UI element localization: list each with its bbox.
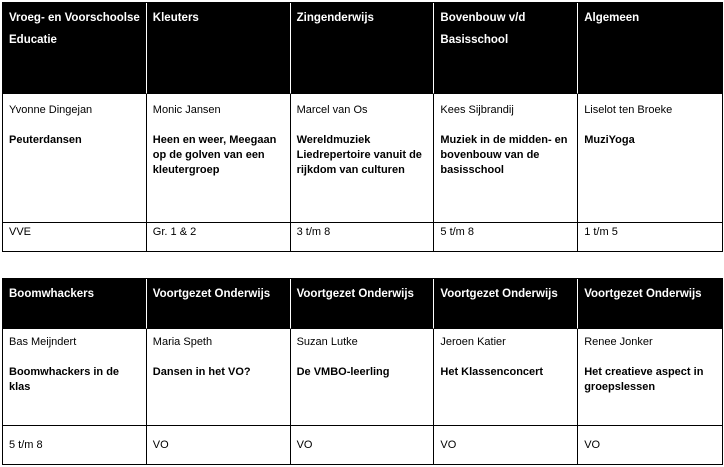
workshop-title: Het Klassenconcert xyxy=(440,366,544,378)
presenter-name: Liselot ten Broeke xyxy=(584,104,673,116)
target-level: 1 t/m 5 xyxy=(584,226,618,238)
workshop-cell xyxy=(578,329,722,426)
workshop-title: Peuterdansen xyxy=(9,134,82,146)
target-level: VVE xyxy=(3,223,147,251)
workshop-title: Het creatieve aspect in groepslessen xyxy=(584,366,704,393)
target-level: VO xyxy=(584,439,601,451)
presenter-name: Jeroen Katier xyxy=(440,336,506,348)
workshop-title: Dansen in het VO? xyxy=(152,366,251,378)
column-header: Vroeg- en Voorschoolse Educatie xyxy=(3,3,147,94)
workshop-cell xyxy=(434,329,578,426)
workshop-cell xyxy=(147,94,291,223)
target-level: VO xyxy=(147,426,291,464)
column-header: Algemeen xyxy=(578,3,722,94)
presenter-name: Yvonne Dingejan xyxy=(9,104,93,116)
workshop-title: MuziYoga xyxy=(584,134,635,146)
workshop-table-bottom xyxy=(2,278,723,465)
presenter-name: Renee Jonker xyxy=(584,336,653,348)
column-header: Voortgezet Onderwijs xyxy=(434,279,578,329)
presenter-name: Maria Speth xyxy=(152,336,213,348)
workshop-title: Muziek in de midden- en bovenbouw van de basisschool xyxy=(440,134,568,176)
presenter-name: Bas Meijndert xyxy=(9,336,77,348)
target-level: VO xyxy=(434,426,578,464)
workshop-title: Wereldmuziek Liedrepertoire vanuit de rijkdom van culturen xyxy=(296,134,422,176)
workshop-cell xyxy=(3,94,147,223)
target-level: 5 t/m 8 xyxy=(3,426,147,464)
target-level: 5 t/m 8 xyxy=(434,223,578,251)
column-header: Kleuters xyxy=(147,3,291,94)
presenter-name: Monic Jansen xyxy=(152,104,221,116)
column-header: Voortgezet Onderwijs xyxy=(147,279,291,329)
presenter-name: Marcel van Os xyxy=(296,104,368,116)
presenter-name: Kees Sijbrandij xyxy=(440,104,514,116)
column-header: Bovenbouw v/d Basisschool xyxy=(434,3,578,94)
workshop-cell xyxy=(291,94,435,223)
column-header: Boomwhackers xyxy=(3,279,147,329)
workshop-cell xyxy=(291,329,435,426)
column-header: Voortgezet Onderwijs xyxy=(291,279,435,329)
target-level: 3 t/m 8 xyxy=(291,223,435,251)
workshop-title: De VMBO-leerling xyxy=(296,366,390,378)
target-level: Gr. 1 & 2 xyxy=(147,223,291,251)
presenter-name: Suzan Lutke xyxy=(296,336,358,348)
target-level: VO xyxy=(291,426,435,464)
workshop-cell xyxy=(578,94,722,223)
workshop-cell xyxy=(147,329,291,426)
workshop-cell xyxy=(3,329,147,426)
column-header: Zingenderwijs xyxy=(291,3,435,94)
workshop-title: Boomwhackers in de klas xyxy=(9,366,120,393)
workshop-table-top xyxy=(2,2,723,252)
workshop-title: Heen en weer, Meegaan op de golven van een kleutergroep xyxy=(152,134,277,176)
column-header: Voortgezet Onderwijs xyxy=(578,279,722,329)
workshop-cell xyxy=(434,94,578,223)
